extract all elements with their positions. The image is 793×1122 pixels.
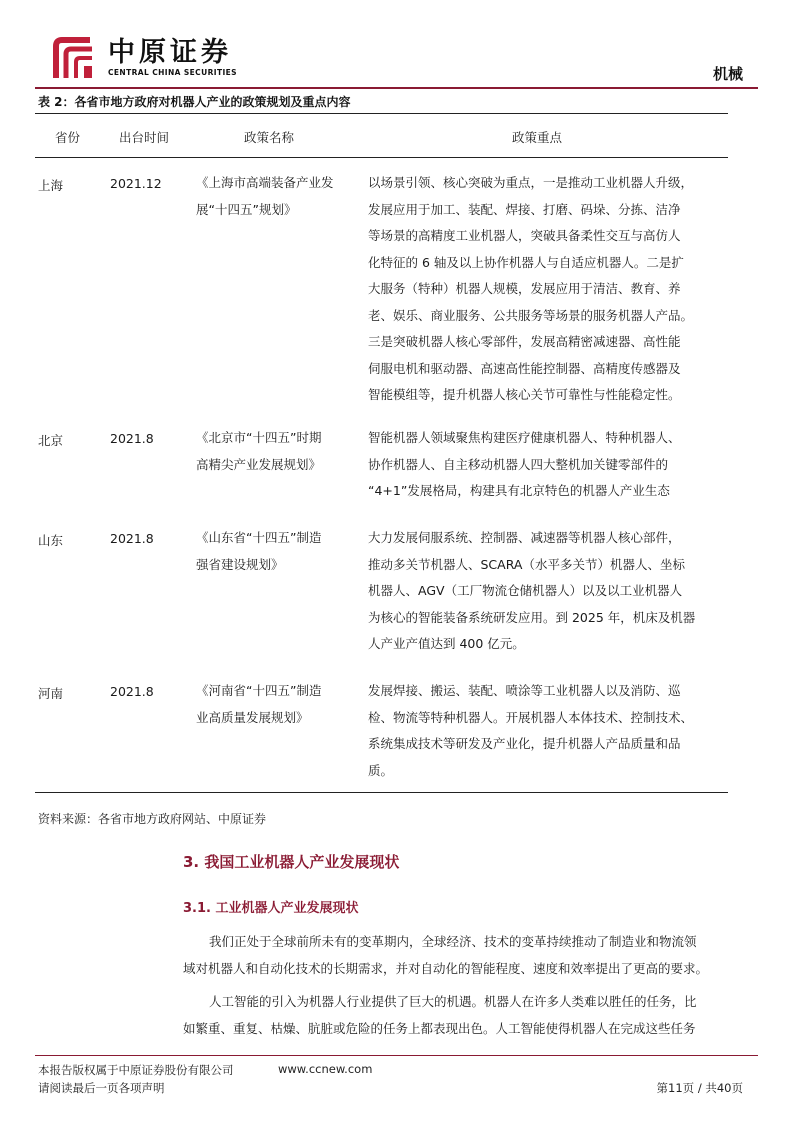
footer-website-link[interactable]: www.ccnew.com <box>278 1062 373 1076</box>
footer-rule <box>35 1055 758 1056</box>
table-row-policy-focus: 以场景引领、核心突破为重点，一是推动工业机器人升级， 发展应用于加工、装配、焊接、打磨、码垛、分拣、洁净 等场景的高精度工业机器人，突破具备柔性交互与高仿人 化特征的 6 轴及以上协作机器人与自适应机器人。二是扩 大服务（特种）机器人规模，发展应用于清洁、教育、养 老、娱乐、商业服务、公共服务等场景的服务机器人产品。 三是突破机器人核心零部件，发展高精密减速器、高性能 伺服电机和驱动器、高速高性能控制器、高精度传感器及 智能模组等，提升机器人核心关节可靠性与性能稳定性。 <box>368 175 694 402</box>
table-row-date: 2021.8 <box>110 531 154 546</box>
header-rule <box>35 87 758 89</box>
column-header-policy-name: 政策名称 <box>244 130 295 145</box>
logo-mark-icon <box>50 34 98 82</box>
footer-copyright: 本报告版权属于中原证券股份有限公司 <box>38 1063 234 1077</box>
column-header-policy-focus: 政策重点 <box>512 130 563 145</box>
table-row-policy-name: 《上海市高端装备产业发 展“十四五”规划》 <box>196 175 334 217</box>
table-row-province: 河南 <box>38 686 64 701</box>
brand-name-cn: 中原证券 <box>108 37 232 68</box>
page-number: 第11页 / 共40页 <box>656 1081 743 1095</box>
body-paragraph: 人工智能的引入为机器人行业提供了巨大的机遇。机器人在许多人类难以胜任的任务，比 如繁重、重复、枯燥、肮脏或危险的任务上都表现出色。人工智能使得机器人在完成这些任务 <box>183 994 697 1036</box>
table-row-policy-focus: 大力发展伺服系统、控制器、减速器等机器人核心部件， 推动多关节机器人、SCARA（水平多关节）机器人、坐标 机器人、AGV（工厂物流仓储机器人）以及以工业机器人 为核心的智能装备系统研发应用。到 2025 年，机床及机器 人产业产值达到 400 亿元。 <box>368 530 696 651</box>
table-row-policy-name: 《山东省“十四五”制造 强省建设规划》 <box>196 530 322 572</box>
footer-notice: 请阅读最后一页各项声明 <box>38 1081 165 1095</box>
subsection-heading: 3.1. 工业机器人产业发展现状 <box>183 901 359 916</box>
table-row-province: 北京 <box>38 433 64 448</box>
table-title: 表 2：各省市地方政府对机器人产业的政策规划及重点内容 <box>38 95 351 109</box>
table-row-province: 山东 <box>38 533 64 548</box>
table-header-rule <box>35 157 728 158</box>
table-row-date: 2021.12 <box>110 176 162 191</box>
table-row-policy-focus: 智能机器人领域聚焦构建医疗健康机器人、特种机器人、 协作机器人、自主移动机器人四大整机加关键零部件的 “4+1”发展格局，构建具有北京特色的机器人产业生态 <box>368 430 681 498</box>
table-row-date: 2021.8 <box>110 431 154 446</box>
body-paragraph: 我们正处于全球前所未有的变革期内，全球经济、技术的变革持续推动了制造业和物流领 域对机器人和自动化技术的长期需求，并对自动化的智能程度、速度和效率提出了更高的要求。 <box>183 934 709 976</box>
section-heading: 3. 我国工业机器人产业发展现状 <box>183 853 400 871</box>
table-top-rule <box>35 113 728 114</box>
table-row-date: 2021.8 <box>110 684 154 699</box>
sector-label: 机械 <box>712 65 743 83</box>
table-bottom-rule <box>35 792 728 793</box>
table-source-note: 资料来源：各省市地方政府网站、中原证券 <box>38 812 267 826</box>
column-header-date: 出台时间 <box>119 130 170 145</box>
brand-name-en: CENTRAL CHINA SECURITIES <box>108 68 237 77</box>
company-logo <box>50 34 98 82</box>
table-row-policy-name: 《北京市“十四五”时期 高精尖产业发展规划》 <box>196 430 322 472</box>
table-row-province: 上海 <box>38 178 64 193</box>
column-header-province: 省份 <box>55 130 81 145</box>
table-row-policy-name: 《河南省“十四五”制造 业高质量发展规划》 <box>196 683 322 725</box>
table-row-policy-focus: 发展焊接、搬运、装配、喷涂等工业机器人以及消防、巡 检、物流等特种机器人。开展机器人本体技术、控制技术、 系统集成技术等研发及产业化，提升机器人产品质量和品 质。 <box>368 683 694 778</box>
